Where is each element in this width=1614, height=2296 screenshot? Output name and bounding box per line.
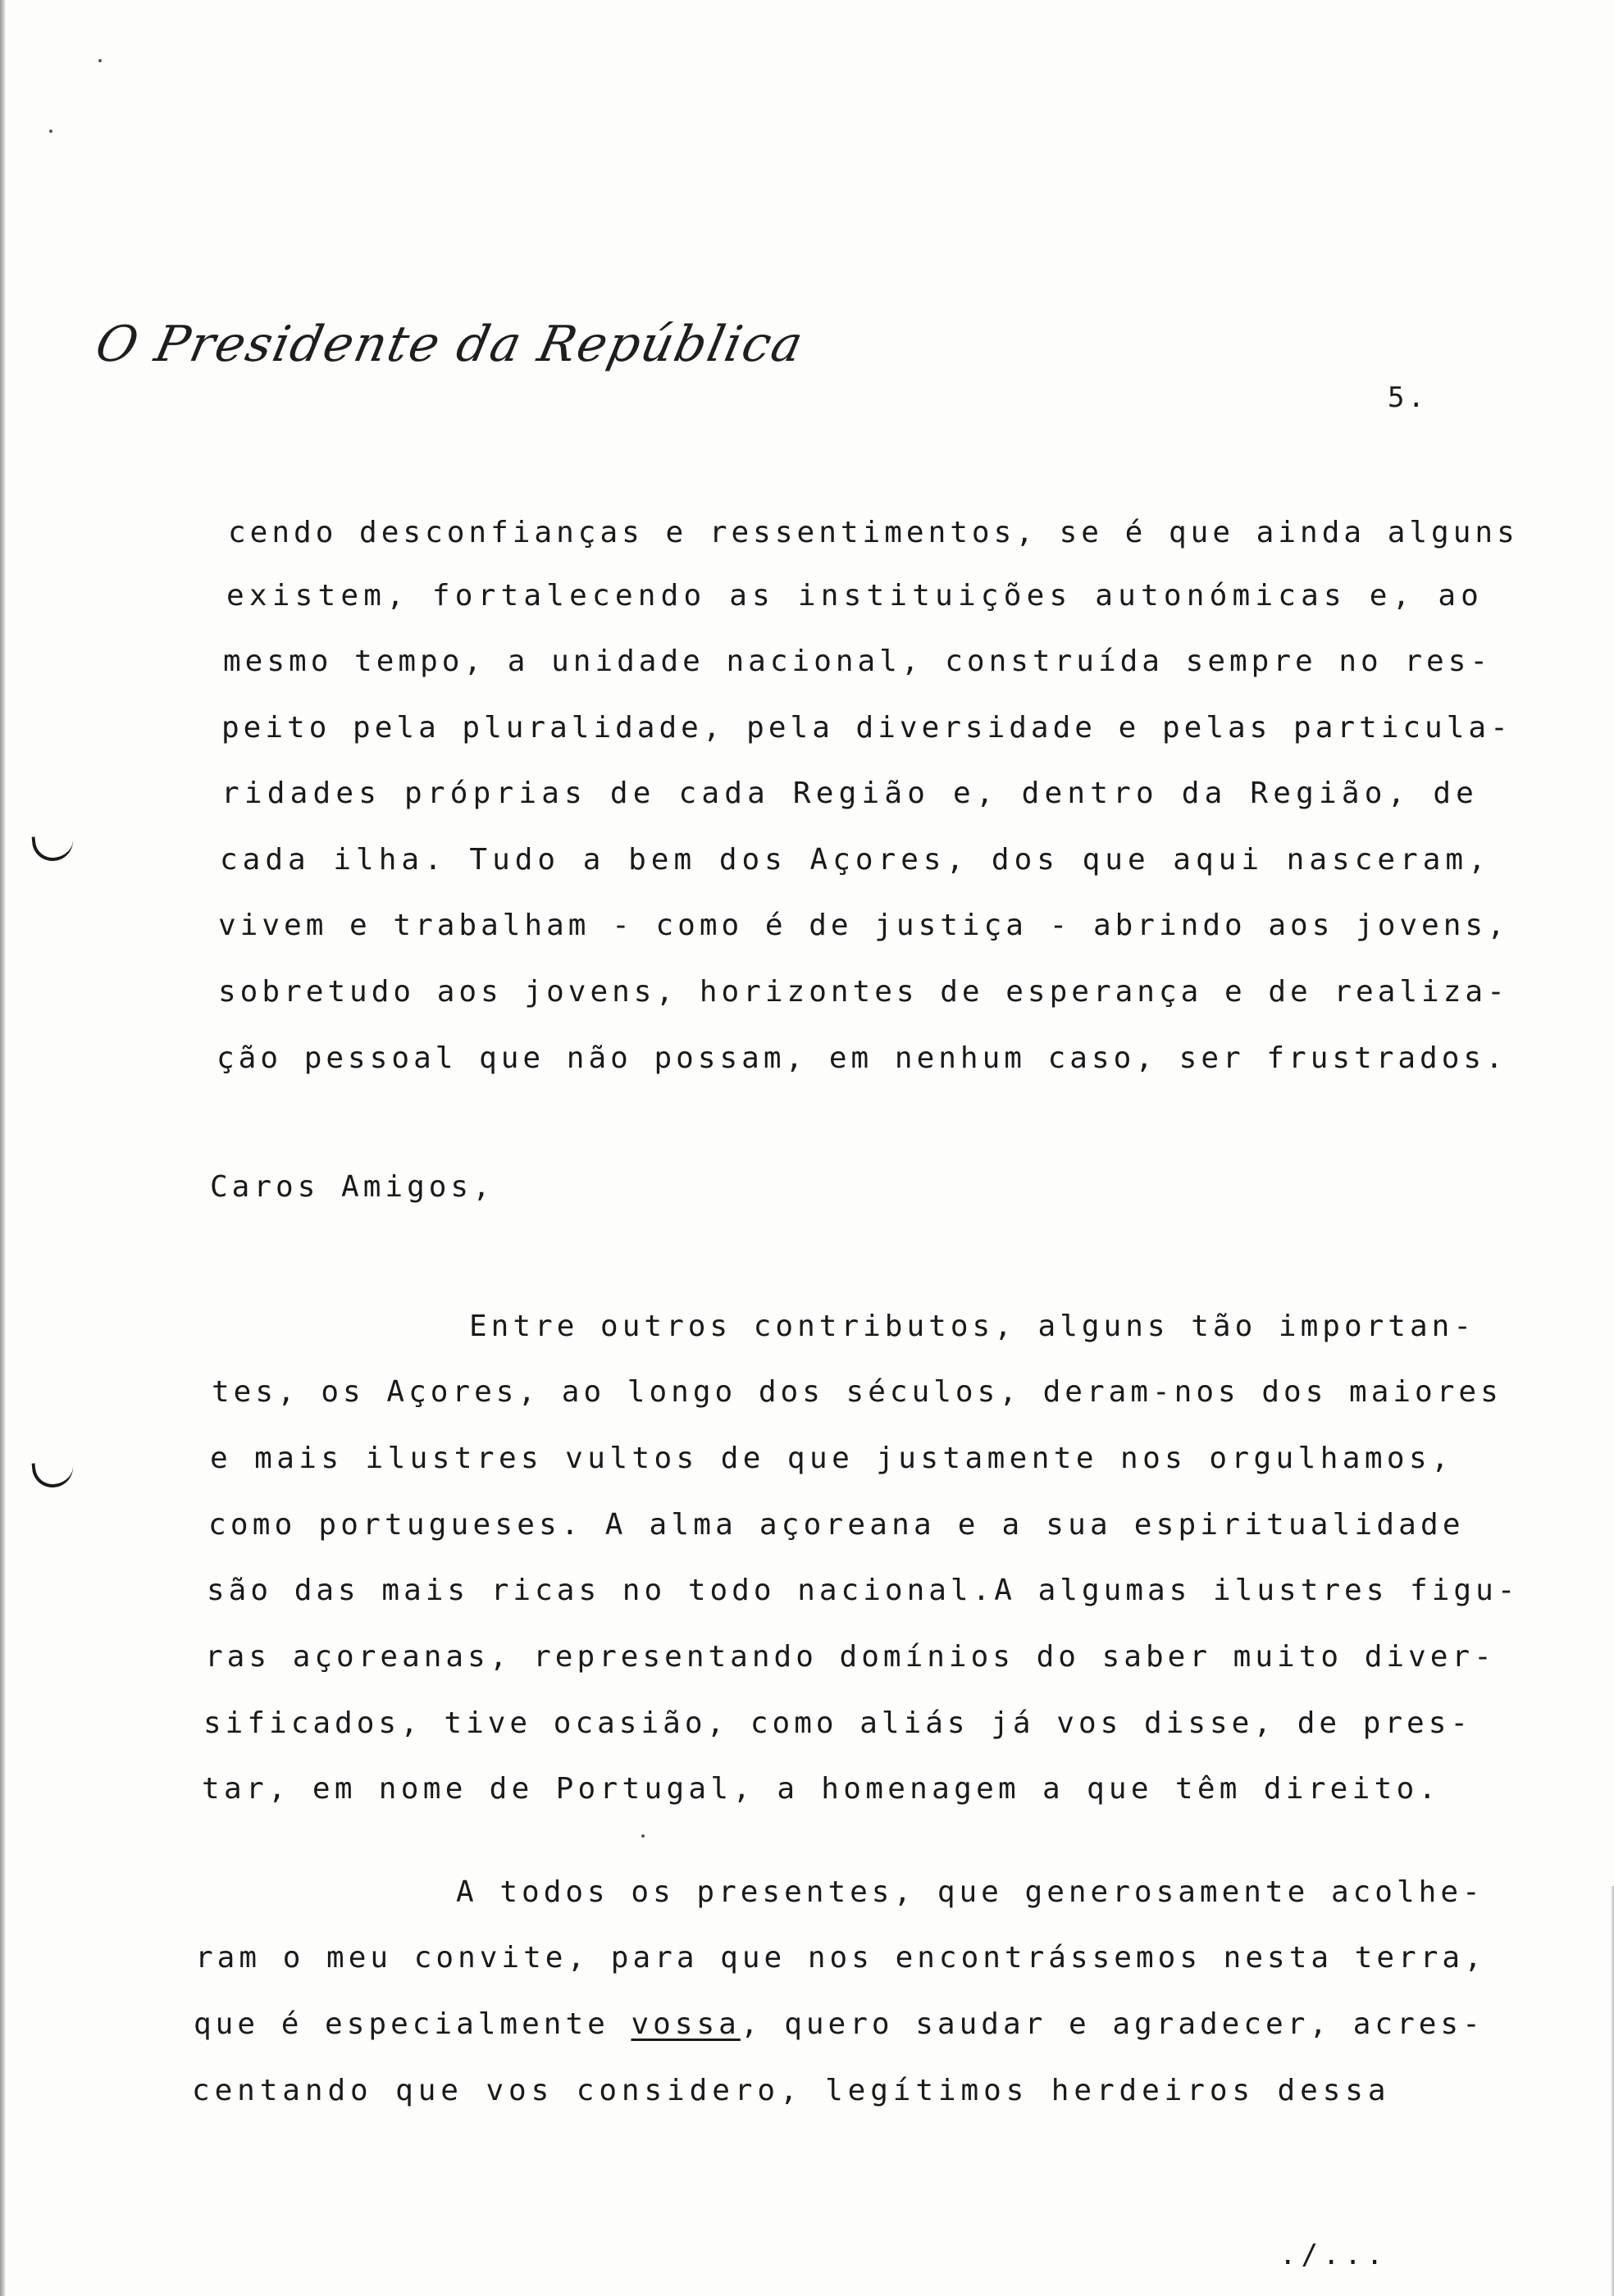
underlined-word: vossa xyxy=(631,2007,741,2041)
body-line: ras açoreanas, representando domínios do saber muito diver- xyxy=(205,1640,1496,1674)
body-line: Entre outros contributos, alguns tão importan- xyxy=(469,1310,1475,1343)
continuation-mark: ./... xyxy=(1279,2239,1388,2271)
page-number: 5. xyxy=(1388,381,1428,414)
body-line: e mais ilustres vultos de que justamente nos orgulhamos, xyxy=(210,1442,1454,1475)
scan-speck xyxy=(49,130,52,133)
body-line: tes, os Açores, ao longo dos séculos, deram-nos dos maiores xyxy=(212,1375,1502,1409)
body-line: existem, fortalecendo as instituições autonómicas e, ao xyxy=(226,579,1484,613)
letterhead-title: O Presidente da República xyxy=(90,316,809,373)
body-line: centando que vos considero, legítimos herdeiros dessa xyxy=(192,2074,1391,2107)
salutation: Caros Amigos, xyxy=(210,1170,495,1204)
body-line: ram o meu convite, para que nos encontrássemos nesta terra, xyxy=(195,1941,1486,1975)
scan-speck xyxy=(641,1834,645,1838)
scan-right-edge xyxy=(1611,1886,1614,2296)
body-text: , quero saudar e agradecer, acres- xyxy=(740,2007,1484,2041)
body-line: peito pela pluralidade, pela diversidade e pelas particula- xyxy=(221,711,1512,745)
body-text: que é especialmente xyxy=(194,2007,631,2041)
body-line: sobretudo aos jovens, horizontes de esperança e de realiza- xyxy=(218,975,1509,1009)
body-line: tar, em nome de Portugal, a homenagem a que têm direito. xyxy=(202,1772,1441,1806)
scan-left-edge xyxy=(0,0,5,2296)
body-line: como portugueses. A alma açoreana e a sua espiritualidade xyxy=(208,1508,1465,1542)
body-line: ção pessoal que não possam, em nenhum caso, ser frustrados. xyxy=(217,1041,1507,1075)
body-line: vivem e trabalham - como é de justiça - abrindo aos jovens, xyxy=(218,909,1509,942)
body-line: sificados, tive ocasião, como aliás já vos disse, de pres- xyxy=(203,1706,1473,1740)
scan-speck xyxy=(98,59,102,62)
body-line: cendo desconfianças e ressentimentos, se é que ainda alguns xyxy=(228,516,1519,549)
body-line: mesmo tempo, a unidade nacional, construída sempre no res- xyxy=(223,645,1493,678)
body-line xyxy=(194,2007,1484,2043)
body-line: ridades próprias de cada Região e, dentro da Região, de xyxy=(221,777,1480,810)
body-line: são das mais ricas no todo nacional.A algumas ilustres figu- xyxy=(207,1574,1520,1607)
punch-hole-mark xyxy=(31,1459,75,1489)
body-line: A todos os presentes, que generosamente acolhe- xyxy=(456,1875,1484,1909)
body-line: cada ilha. Tudo a bem dos Açores, dos que aqui nasceram, xyxy=(220,843,1491,877)
punch-hole-mark xyxy=(31,832,75,863)
